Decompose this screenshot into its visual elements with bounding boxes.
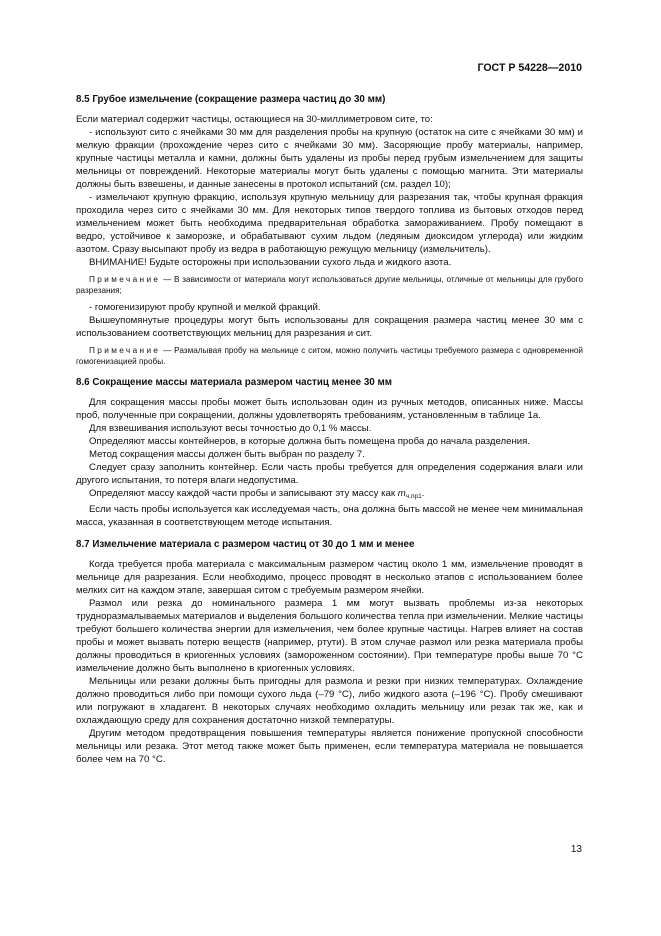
paragraph: Другим методом предотвращения повышения температуры является понижение пропускной способности мельницы или резака. Этот метод также может быть применен, если температура материала не повышается более чем на 70 °С. [76, 728, 583, 765]
paragraph: Для взвешивания используют весы точностью до 0,1 % массы. [89, 423, 372, 434]
note [76, 345, 583, 367]
paragraph: Вышеупомянутые процедуры могут быть использованы для сокращения размера частиц менее 30 мм с использованием соответствующих мельниц для разрезания и сит. [76, 315, 583, 339]
paragraph: Метод сокращения массы должен быть выбран по разделу 7. [89, 449, 365, 460]
paragraph: Когда требуется проба материала с максимальным размером частиц около 1 мм, измельчение проводят в мельнице для разрезания. Если необходимо, процесс проводят в несколько этапов с использованием более мелких сит на каждом этапе, завершая ситом с требуемым размером ячейки. [76, 559, 583, 596]
mass-subscript: ч.пр1 [405, 493, 422, 500]
list-item: - измельчают крупную фракцию, используя крупную мельницу для разрезания так, чтобы крупная фракция проходила через сито с ячейками 30 мм. Для некоторых типов твердого топлива из бытовых отходов перед измельчением может быть необходима предварительная обработка замораживанием. Пробу помещают в ведро, устойчивое к заморозке, и обрабатывают сухим льдом (ледяным диоксидом углерода) или жидким азотом. Сразу высыпают пробу из ведра в работающую режущую мельницу (измельчитель). [76, 192, 583, 255]
section-8-5-heading: 8.5 Грубое измельчение (сокращение размера частиц до 30 мм) [76, 94, 386, 105]
paragraph: Определяют массы контейнеров, в которые должна быть помещена проба до начала разделения. [89, 436, 531, 447]
page-number: 13 [570, 844, 582, 855]
page-body [76, 93, 583, 766]
list-item: - гомогенизируют пробу крупной и мелкой фракций. [89, 302, 321, 313]
note-text: — Размалывая пробу на мельнице с ситом, можно получить частицы требуемого размера с одновременной гомогенизацией пробы. [76, 346, 583, 366]
paragraph: Для сокращения массы пробы может быть использован один из ручных методов, описанных ниже. Массы проб, полученные при сокращении, должны удовлетворять требованиям, установленным в таблице 1а. [76, 397, 583, 421]
paragraph: Размол или резка до номинального размера 1 мм могут вызвать проблемы из-за некоторых трудноразмалываемых материалов и выделения большого количества тепла при измельчении. Мелкие частицы требуют большего количества энергии для измельчения, чем более крупные частицы. Нагрев влияет на состав пробы и может вызвать потерю веществ (например, ртути). В этом случае размол или резка материала пробы должны проводиться в криогенных условиях (замороженном состоянии). При температуре пробы выше 70 °С измельчение должно быть выполнено в криогенных условиях. [76, 598, 583, 674]
section-8-7-heading: 8.7 Измельчение материала с размером частиц от 30 до 1 мм и менее [76, 539, 415, 550]
paragraph: Мельницы или резаки должны быть пригодны для размола и резки при низких температурах. Охлаждение должно проводиться либо при помощи сухого льда (–79 °С), либо жидкого азота (–196 °С). Пробу смешивают или погружают в хладагент. В некоторых случаях необходимо охладить мельницу или резак так же, как и охлаждающую среду для сохранения достаточно низкой температуры. [76, 676, 583, 726]
note-label: Примечание [89, 346, 161, 355]
warning-text: ВНИМАНИЕ! Будьте осторожны при использовании сухого льда и жидкого азота. [89, 257, 452, 268]
note-text: — В зависимости от материала могут использоваться другие мельницы, отличные от мельницы для грубого разрезания; [76, 275, 583, 295]
note-label: Примечание [89, 275, 161, 284]
document-header: ГОСТ Р 54228—2010 [477, 62, 582, 74]
paragraph: Если часть пробы используется как исследуемая часть, она должна быть массой не менее чем минимальная масса, указанная в соответствующем методе испытания. [76, 504, 583, 528]
note [76, 274, 583, 296]
mass-symbol: m [397, 488, 406, 499]
paragraph: Следует сразу заполнить контейнер. Если часть пробы требуется для определения содержания влаги или другого испытания, то потеря влаги недопустима. [76, 462, 583, 486]
list-item: - используют сито с ячейками 30 мм для разделения пробы на крупную (остаток на сите с ячейками 30 мм) и мелкую фракции (прохождение через сито с ячейками 30 мм). Засоряющие пробу материалы, например, крупные частицы металла и камни, должны быть удалены из пробы перед грубым измельчением для защиты мельницы от повреждений. Некоторые материалы могут быть удалены с помощью магнита. Эти материалы должны быть взвешены, и данные занесены в протокол испытаний (см. раздел 10); [76, 127, 583, 190]
paragraph [76, 487, 583, 503]
paragraph-text: Определяют массу каждой части пробы и записывают эту массу как [89, 488, 398, 499]
paragraph-text: Если материал содержит частицы, остающиеся на 30-миллиметровом сите, то: [76, 114, 433, 125]
section-8-6-heading: 8.6 Сокращение массы материала размером частиц менее 30 мм [76, 377, 392, 388]
paragraph [76, 113, 583, 126]
paragraph-text: . [421, 488, 425, 499]
